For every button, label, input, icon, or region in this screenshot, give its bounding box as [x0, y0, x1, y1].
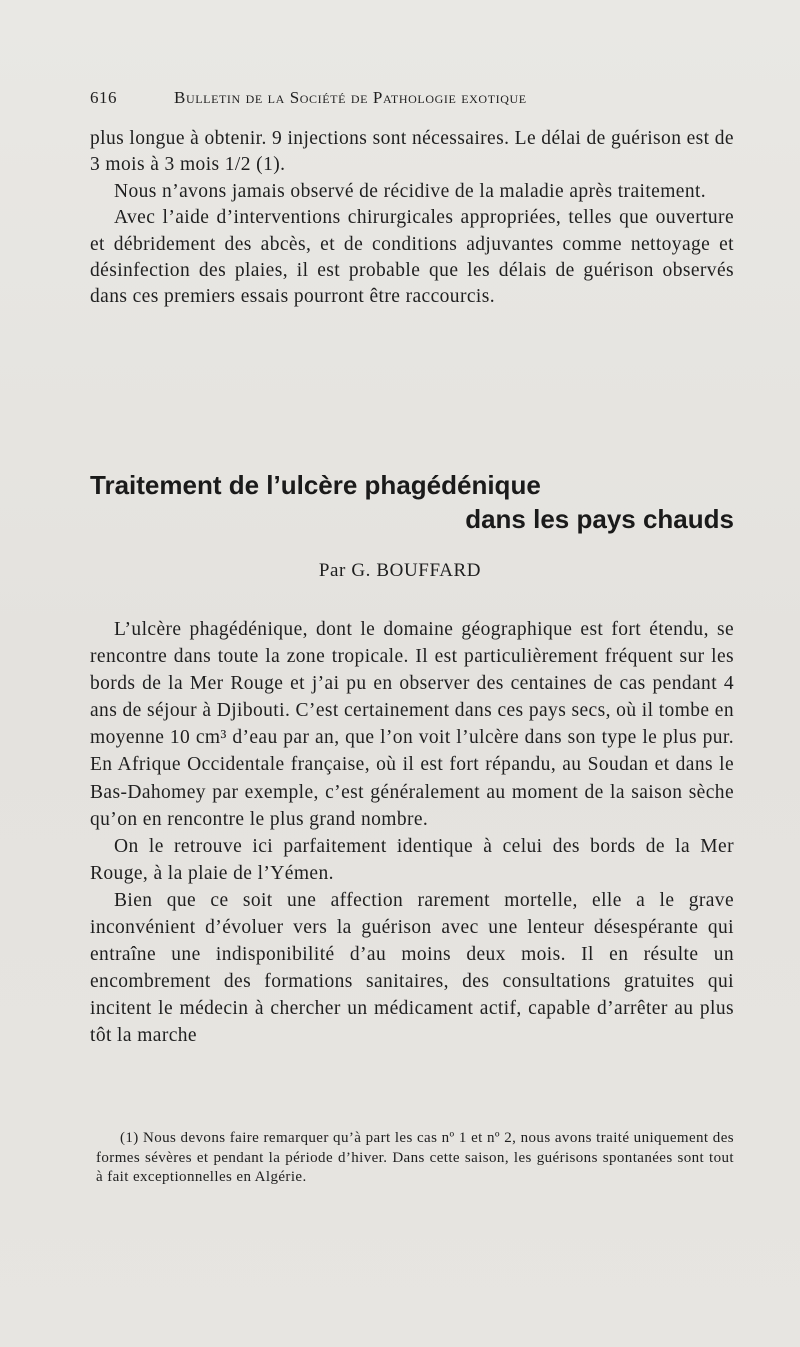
paragraph: L’ulcère phagédénique, dont le domaine géographique est fort étendu, se rencontre dans toute la zone tropicale. Il est particulièrement fréquent sur les bords de la Mer Rouge et j’ai pu en observer des centaines de cas pendant 4 ans de séjour à Djibouti. C’est certainement dans ces pays secs, où il tombe en moyenne 10 cm³ d’eau par an, que l’on voit l’ulcère dans son type le plus pur. En Afrique Occidentale française, où il est fort répandu, au Soudan et dans le Bas-Dahomey par exemple, c’est généralement au moment de la saison sèche qu’on en rencontre le plus grand nombre. — [90, 619, 734, 830]
paragraph: plus longue à obtenir. 9 injections sont nécessaires. Le délai de guérison est de 3 mois à 3 mois 1/2 (1). — [90, 128, 734, 176]
paragraph: Avec l’aide d’interventions chirurgicales appropriées, telles que ouverture et débridement des abcès, et de conditions adjuvantes comme nettoyage et désinfection des plaies, il est probable que les délais de guérison observés dans ces premiers essais pourront être raccourcis. — [90, 207, 734, 308]
footnote-text: (1) Nous devons faire remarquer qu’à part les cas nº 1 et nº 2, nous avons traité uniquement des formes sévères et pendant la période d’hiver. Dans cette saison, les guérisons spontanées sont tout à fait exceptionnelles en Algérie. — [96, 1130, 734, 1185]
article-title-line-2: dans les pays chauds — [465, 504, 734, 534]
article-author: Par G. BOUFFARD — [318, 560, 482, 581]
paragraph: Bien que ce soit une affection rarement mortelle, elle a le grave inconvénient d’évoluer vers la guérison avec une lenteur désespérante qui entraîne une indisponibilité d’au moins deux mois. Il en résulte un encombrement des formations sanitaires, des consultations gratuites qui incitent le médecin à chercher un médicament actif, capable d’arrêter au plus tôt la marche — [90, 889, 734, 1047]
continued-text — [90, 126, 734, 311]
footnote — [96, 1129, 734, 1188]
article-body — [90, 616, 734, 1050]
running-title: Bulletin de la Société de Pathologie exotique — [174, 88, 527, 107]
article-title — [90, 470, 734, 534]
page-number: 616 — [90, 88, 117, 107]
paragraph: On le retrouve ici parfaitement identique à celui des bords de la Mer Rouge, à la plaie de l’Yémen. — [90, 835, 734, 884]
paragraph: Nous n’avons jamais observé de récidive de la maladie après traitement. — [114, 180, 707, 202]
article-title-line-1: Traitement de l’ulcère phagédénique — [90, 470, 541, 500]
running-header — [90, 88, 650, 112]
